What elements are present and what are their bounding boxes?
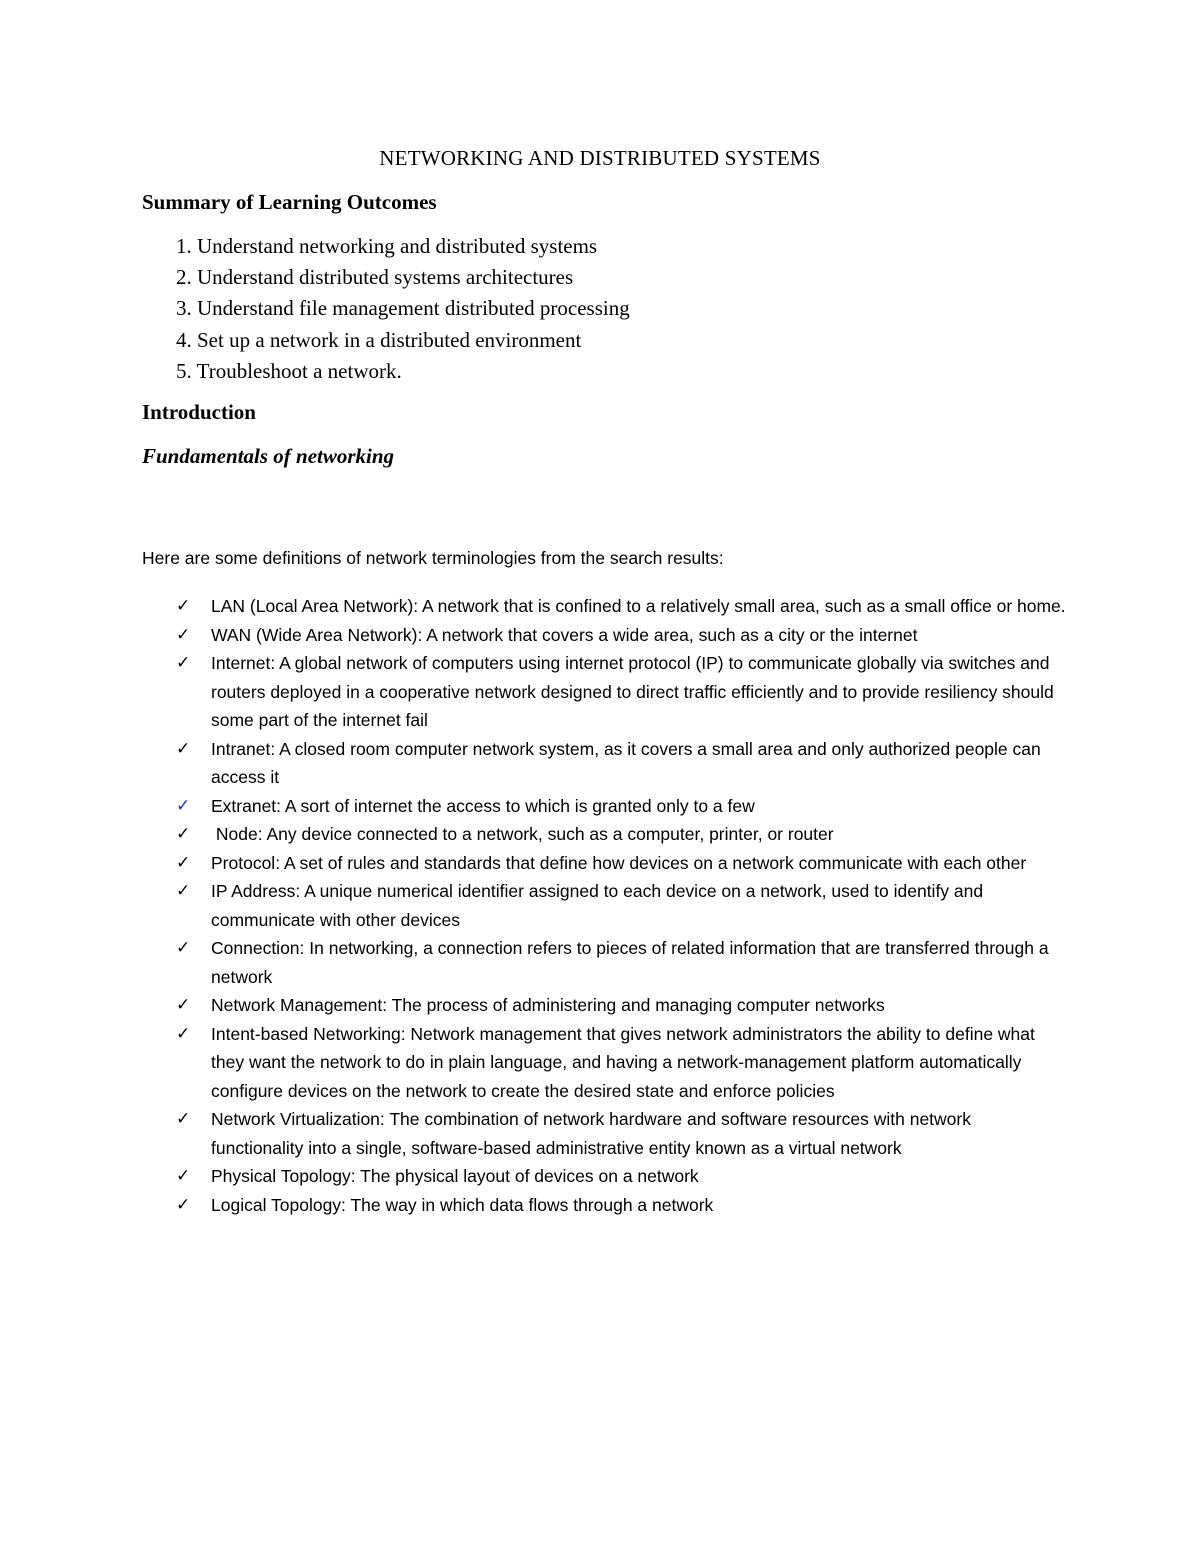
term-item-internet: [176, 649, 1066, 735]
term-item-logical-topology: [176, 1191, 1066, 1220]
checkmark-icon: ✓: [176, 596, 191, 616]
term-item-protocol: [176, 849, 1066, 878]
term-item-node: [176, 820, 1066, 849]
term-item-physical-topology: [176, 1162, 1066, 1191]
outcome-item: 2. Understand distributed systems architectures: [176, 265, 574, 290]
checkmark-icon: ✓: [176, 938, 191, 958]
checkmark-icon: ✓: [176, 1023, 191, 1044]
introduction-heading: Introduction: [142, 400, 256, 424]
term-text: Internet: A global network of computers using internet protocol (IP) to communicate globally via switches and routers deployed in a cooperative network designed to direct traffic efficiently and to provide resiliency should some part of the internet fail: [211, 653, 1054, 730]
term-text: WAN (Wide Area Network): A network that covers a wide area, such as a city or the internet: [211, 624, 918, 645]
checkmark-icon: ✓: [176, 852, 191, 873]
checkmark-icon: ✓: [176, 1166, 191, 1186]
outcome-item: 1. Understand networking and distributed systems: [176, 234, 598, 258]
checkmark-icon: ✓: [176, 995, 191, 1015]
term-text: Protocol: A set of rules and standards that define how devices on a network communicate with each other: [211, 852, 1027, 873]
checkmark-icon: ✓: [176, 624, 191, 645]
term-item-ip-address: [176, 877, 1066, 934]
fundamentals-heading: Fundamentals of networking: [142, 444, 395, 468]
document-title: NETWORKING AND DISTRIBUTED SYSTEMS: [379, 146, 821, 170]
term-text: Intent-based Networking: Network management that gives network administrators the ability to define what they want the network to do in plain language, and having a network-management platform automatically configure devices on the network to create the desired state and enforce policies: [211, 1023, 1035, 1101]
term-text: Connection: In networking, a connection refers to pieces of related information that are transferred through a network: [211, 938, 1049, 987]
term-item-network-virtualization: [176, 1105, 1066, 1162]
term-text: Network Management: The process of administering and managing computer networks: [211, 995, 885, 1015]
term-text: Extranet: A sort of internet the access to which is granted only to a few: [211, 795, 755, 816]
term-item-network-management: [176, 991, 1066, 1020]
learning-outcomes-list: [176, 231, 630, 387]
checkmark-icon: ✓: [176, 795, 191, 816]
checkmark-icon: ✓: [176, 881, 191, 901]
term-text: Logical Topology: The way in which data flows through a network: [211, 1194, 714, 1215]
term-text: LAN (Local Area Network): A network that is confined to a relatively small area, such as a small office or home.: [211, 596, 1066, 616]
term-text: Physical Topology: The physical layout of devices on a network: [211, 1166, 699, 1186]
term-item-extranet: [176, 792, 1066, 821]
term-item-lan: [176, 592, 1066, 621]
term-item-intranet: [176, 735, 1066, 792]
checkmark-icon: ✓: [176, 653, 191, 673]
checkmark-icon: ✓: [176, 1194, 191, 1215]
term-text: IP Address: A unique numerical identifier assigned to each device on a network, used to identify and communicate with other devices: [211, 881, 984, 930]
term-item-wan: [176, 621, 1066, 650]
term-text: Node: Any device connected to a network, such as a computer, printer, or router: [211, 824, 834, 844]
summary-heading: Summary of Learning Outcomes: [142, 190, 437, 214]
term-text: Network Virtualization: The combination of network hardware and software resources with network functionality into a single, software-based administrative entity known as a virtual network: [211, 1109, 971, 1158]
term-item-connection: [176, 934, 1066, 991]
term-text: Intranet: A closed room computer network system, as it covers a small area and only authorized people can access it: [211, 738, 1041, 787]
outcome-item: 3. Understand file management distributed processing: [176, 296, 630, 321]
terminology-list: [176, 592, 1066, 1219]
checkmark-icon: ✓: [176, 738, 191, 759]
term-item-intent-based-networking: [176, 1020, 1066, 1106]
outcome-item: 4. Set up a network in a distributed environment: [176, 327, 582, 352]
checkmark-icon: ✓: [176, 1109, 191, 1129]
definitions-intro: Here are some definitions of network terminologies from the search results:: [142, 548, 724, 568]
checkmark-icon: ✓: [176, 824, 191, 844]
outcome-item: 5. Troubleshoot a network.: [176, 358, 402, 383]
